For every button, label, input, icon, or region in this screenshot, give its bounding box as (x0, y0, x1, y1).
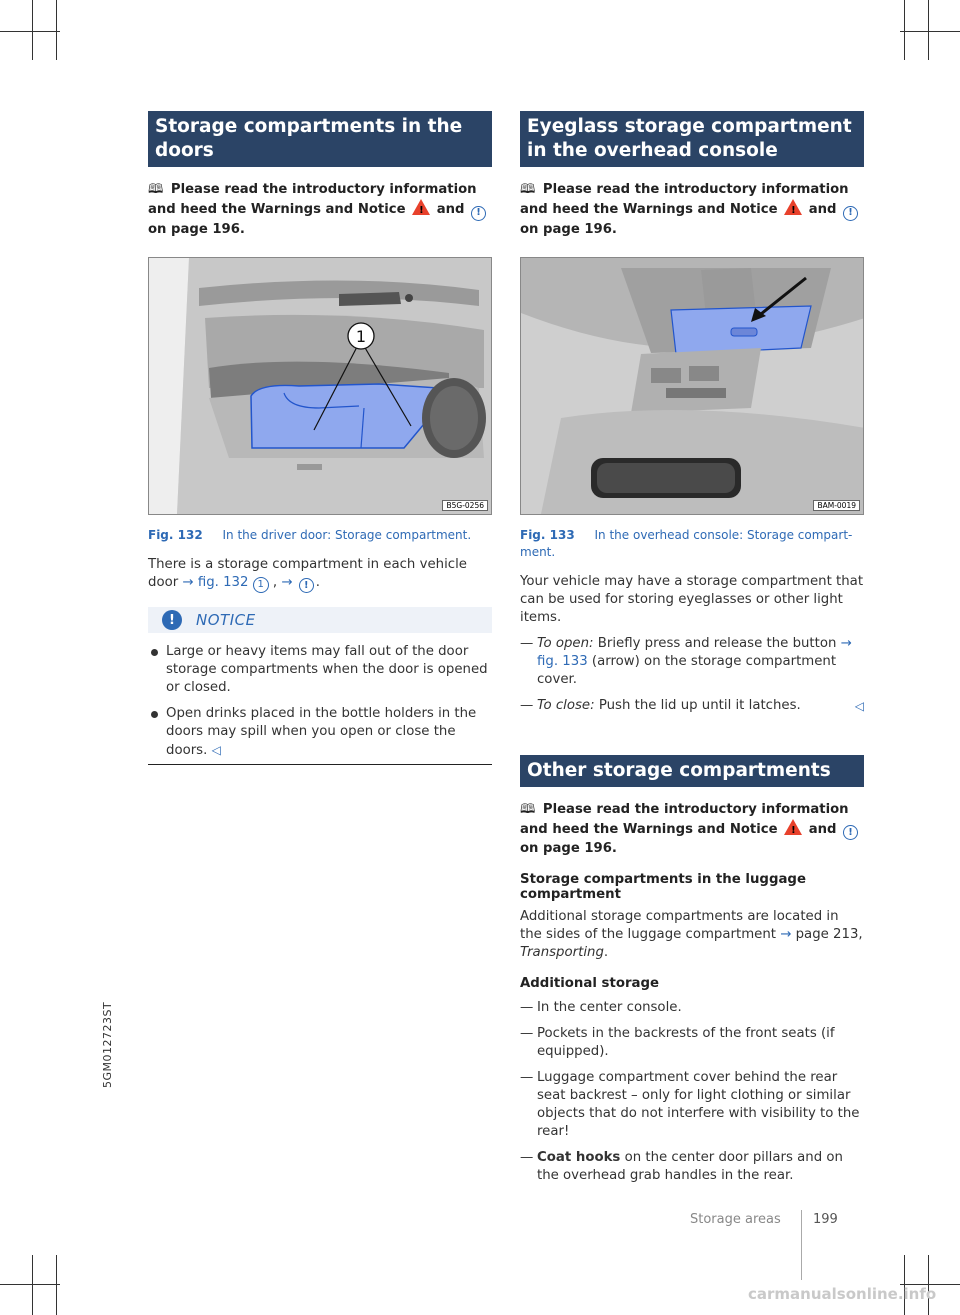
overhead-console-illustration (521, 258, 864, 514)
page-number: 199 (813, 1212, 838, 1227)
footer-section-title: Storage areas (690, 1212, 781, 1227)
crop-mark (56, 1255, 57, 1315)
arrow-icon: → (182, 574, 194, 590)
right-column (520, 111, 864, 1185)
list-item: — In the center console. (520, 1000, 682, 1015)
warning-icon: ! (784, 819, 802, 835)
intro-text: 🕮 Please read the introductory information and heed the Warnings and Notice ! and ! on page 196. (148, 181, 492, 239)
crop-mark (0, 1284, 60, 1285)
door-paragraph: There is a storage compartment in each vehicle door → fig. 132 1 , → ! . (148, 556, 492, 594)
list-item: — Pockets in the backrests of the front seats (if equipped). (520, 1026, 835, 1059)
figure-link[interactable]: fig. 132 (197, 574, 249, 590)
callout-ref: 1 (253, 577, 269, 593)
list-item: Open drinks placed in the bottle holders in the doors may spill when you open or close the doors. ◁ (148, 705, 492, 760)
list-item: Large or heavy items may fall out of the door storage compartments when the door is opened or closed. (148, 643, 492, 697)
luggage-paragraph: Additional storage compartments are located in the sides of the luggage compartment → page 213, Transporting. (520, 909, 863, 960)
watermark: carmanualsonline.info (748, 1285, 937, 1303)
crop-mark (56, 0, 57, 60)
end-mark-icon: ◁ (211, 743, 221, 757)
figure-caption: Fig. 133 In the overhead console: Storage compart-ment. (520, 527, 853, 559)
subheading-luggage: Storage compartments in the luggage compartment (520, 872, 806, 902)
notice-icon: ! (843, 206, 858, 221)
subheading-additional: Additional storage (520, 976, 660, 991)
book-icon: 🕮 (148, 182, 164, 197)
crop-mark (928, 0, 929, 60)
notice-icon: ! (299, 578, 314, 593)
callout-number: 1 (355, 326, 367, 346)
footer-divider (801, 1210, 802, 1280)
close-instruction: — To close: Push the lid up until it latches. ◁ (520, 697, 864, 713)
page-link[interactable]: page 213, (795, 927, 863, 942)
intro-text: 🕮 Please read the introductory information and heed the Warnings and Notice ! and ! on page 196. (520, 181, 864, 239)
left-column (148, 111, 492, 765)
section-heading-other: Other storage compartments (520, 755, 864, 787)
section-heading-eyeglass: Eyeglass storage compartment in the overhead console (520, 111, 864, 167)
warning-icon: ! (412, 199, 430, 215)
crop-mark (32, 0, 33, 60)
end-mark-icon: ◁ (854, 698, 864, 713)
notice-icon: ! (162, 610, 182, 630)
book-icon: 🕮 (520, 801, 536, 817)
warning-icon: ! (784, 199, 802, 215)
eyeglass-paragraph: Your vehicle may have a storage compartment that can be used for storing eyeglasses or other light items. (520, 573, 864, 625)
book-icon: 🕮 (520, 182, 536, 197)
figure-link[interactable]: fig. 133 (537, 653, 588, 669)
open-instruction: — To open: Briefly press and release the button → fig. 133 (arrow) on the storage compartment cover. (520, 635, 852, 687)
figure-code: B5G-0256 (442, 500, 488, 511)
notice-icon: ! (843, 825, 858, 840)
list-item: — Coat hooks on the center door pillars and on the overhead grab handles in the rear. (520, 1150, 843, 1183)
notice-icon: ! (471, 206, 486, 221)
list-item: — Luggage compartment cover behind the rear seat backrest – only for light clothing or similar objects that do not interfere with visibility to the rear! (520, 1070, 860, 1139)
intro-text: 🕮 Please read the introductory information and heed the Warnings and Notice ! and ! on page 196. (520, 801, 864, 859)
section-heading-doors: Storage compartments in the doors (148, 111, 492, 167)
figure-door (148, 257, 492, 515)
arrow-icon: → (840, 635, 852, 651)
notice-label: NOTICE (196, 611, 256, 629)
notice-bar (148, 607, 492, 633)
crop-mark (904, 0, 905, 60)
arrow-icon: → (780, 927, 792, 942)
arrow-icon: → (281, 574, 293, 590)
figure-code: BAM-0019 (813, 500, 860, 511)
divider (148, 764, 492, 765)
document-code: 5GM012723ST (101, 1001, 114, 1088)
crop-mark (32, 1255, 33, 1315)
crop-mark (0, 31, 60, 32)
notice-list (148, 643, 492, 760)
door-illustration (149, 258, 492, 514)
crop-mark (900, 31, 960, 32)
figure-caption: Fig. 132 In the driver door: Storage compartment. (148, 527, 472, 542)
figure-overhead-console (520, 257, 864, 515)
